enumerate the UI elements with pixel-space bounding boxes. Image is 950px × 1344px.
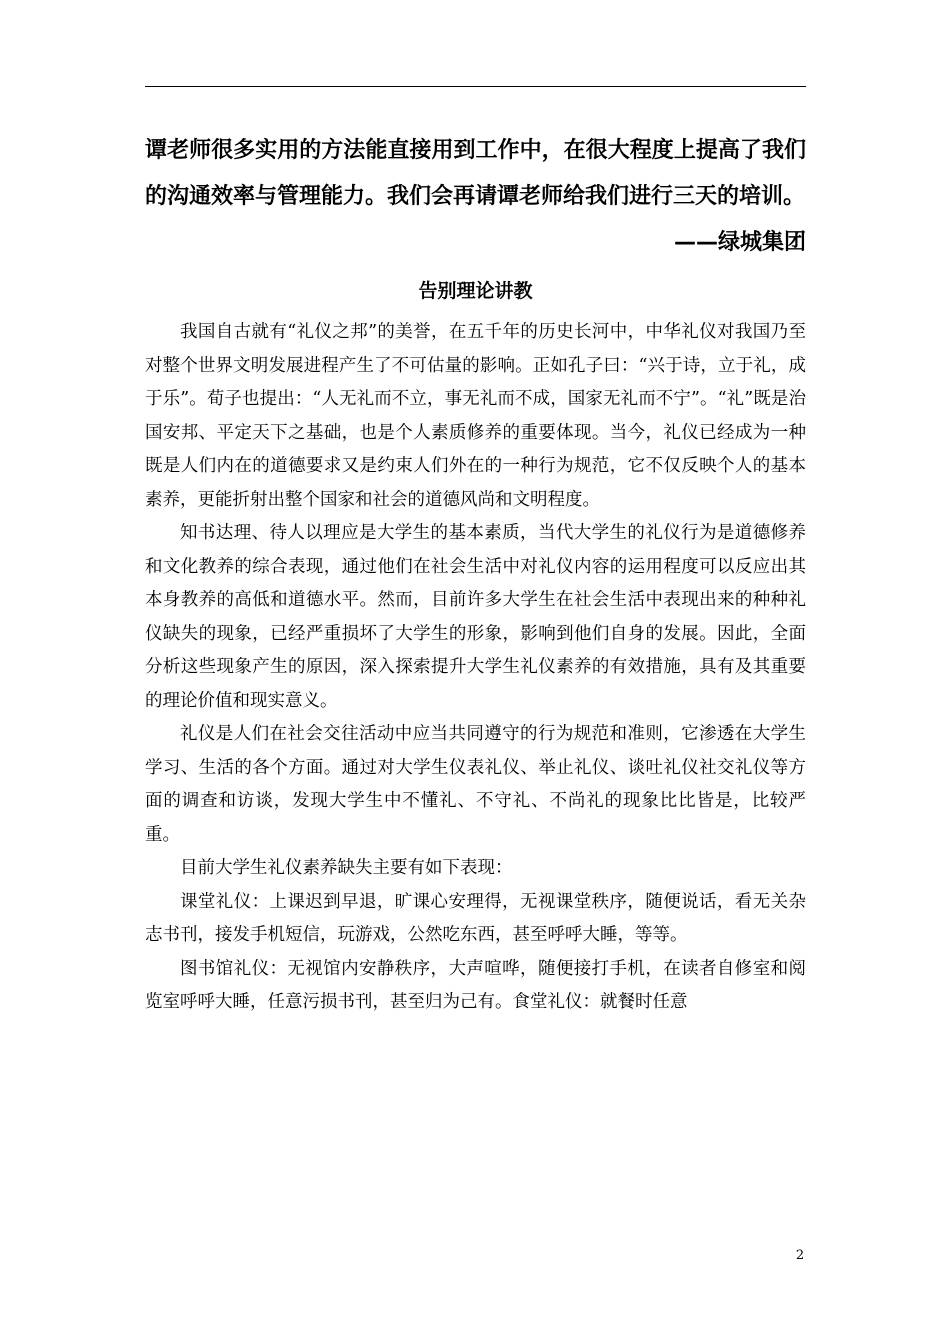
paragraph-4: 目前大学生礼仪素养缺失主要有如下表现： — [180, 858, 513, 878]
testimonial-text: 谭老师很多实用的方法能直接用到工作中，在很大程度上提高了我们的沟通效率与管理能力。我们会再请谭老师给我们进行三天的培训。 — [145, 138, 806, 209]
section-title: 告别理论讲教 — [418, 280, 533, 302]
page-number: 2 — [795, 1248, 805, 1263]
paragraph-1: 我国自古就有“礼仪之邦”的美誉，在五千年的历史长河中，中华礼仪对我国乃至对整个世界文明发展进程产生了不可估量的影响。正如孔子曰：“兴于诗，立于礼，成于乐”。荀子也提出：“人无礼而不立，事无礼而不成，国家无礼而不宁”。“礼”既是治国安邦、平定天下之基础，也是个人素质修养的重要体现。当今，礼仪已经成为一种既是人们内在的道德要求又是约束人们外在的一种行为规范，它不仅反映个人的基本素养，更能折射出整个国家和社会的道德风尚和文明程度。 — [145, 322, 806, 510]
header-rule — [145, 86, 806, 87]
paragraph-2: 知书达理、待人以理应是大学生的基本素质，当代大学生的礼仪行为是道德修养和文化教养的综合表现，通过他们在社会生活中对礼仪内容的运用程度可以反应出其本身教养的高低和道德水平。然而，目前许多大学生在社会生活中表现出来的种种礼仪缺失的现象，已经严重损坏了大学生的形象，影响到他们自身的发展。因此，全面分析这些现象产生的原因，深入探索提升大学生礼仪素养的有效措施，具有及其重要的理论价值和现实意义。 — [145, 523, 806, 711]
paragraph-6: 图书馆礼仪：无视馆内安静秩序，大声喧哗，随便接打手机，在读者自修室和阅览室呼呼大睡，任意污损书刊，甚至归为己有。食堂礼仪：就餐时任意 — [145, 958, 806, 1012]
document-page — [145, 128, 806, 1020]
paragraph-5: 课堂礼仪：上课迟到早退，旷课心安理得，无视课堂秩序，随便说话，看无关杂志书刊，接发手机短信，玩游戏，公然吃东西，甚至呼呼大睡，等等。 — [145, 891, 806, 945]
testimonial-attribution: ——绿城集团 — [673, 230, 806, 255]
paragraph-3: 礼仪是人们在社会交往活动中应当共同遵守的行为规范和准则，它渗透在大学生学习、生活的各个方面。通过对大学生仪表礼仪、举止礼仪、谈吐礼仪社交礼仪等方面的调查和访谈，发现大学生中不懂礼、不守礼、不尚礼的现象比比皆是，比较严重。 — [145, 724, 806, 845]
